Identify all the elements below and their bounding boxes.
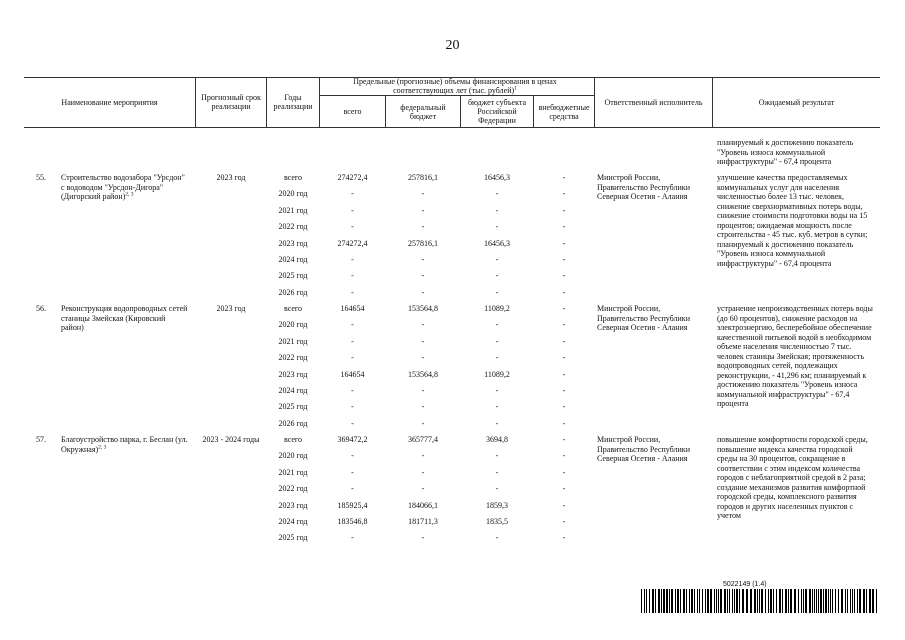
funding-cell-regional: - xyxy=(495,418,499,428)
barcode-bar xyxy=(779,589,781,613)
header-finance-title: Предельные (прогнозные) объемы финансирования в ценах соответствующих лет (тыс. рублей) xyxy=(353,77,557,95)
barcode-bar xyxy=(714,589,715,613)
barcode-bar xyxy=(770,589,772,613)
funding-cell-total: - xyxy=(351,418,354,428)
funding-cell-federal: - xyxy=(421,189,425,199)
funding-cell-federal: - xyxy=(421,533,425,543)
funding-cell-off: - xyxy=(562,353,566,363)
funding-cell-federal: - xyxy=(421,205,425,215)
funding-cell-regional: - xyxy=(495,255,499,264)
barcode-bar xyxy=(707,589,709,613)
funding-cell-federal: - xyxy=(421,484,425,494)
funding-cell-total: - xyxy=(351,320,354,330)
funding-cell-regional: 11089,2 xyxy=(484,304,510,313)
funding-cell-year: 2020 год xyxy=(278,320,308,330)
funding-cell-year: всего xyxy=(283,304,302,313)
funding-cell-off: - xyxy=(562,533,566,543)
barcode-bar xyxy=(729,589,730,613)
funding-cell-total: - xyxy=(351,336,354,346)
barcode-bar xyxy=(649,589,650,613)
header-name: Наименование мероприятия xyxy=(61,97,158,107)
funding-cell-federal: - xyxy=(421,467,425,477)
funding-cell-year: 2021 год xyxy=(278,336,308,346)
funding-cell-regional: 11089,2 xyxy=(484,369,510,379)
barcode-bar xyxy=(759,589,760,613)
header-regional: бюджет субъекта Российской Федерации xyxy=(467,98,526,125)
barcode-bar xyxy=(859,589,861,613)
funding-cell-regional: 16456,3 xyxy=(484,238,510,248)
funding-cell-year: 2025 год xyxy=(278,271,308,281)
funding-cell-year: 2022 год xyxy=(278,484,308,494)
barcode-bar xyxy=(727,589,728,613)
funding-cell-federal: - xyxy=(421,336,425,346)
barcode-bar xyxy=(699,589,700,613)
header-federal: федеральный бюджет xyxy=(400,102,446,121)
funding-cell-year: 2024 год xyxy=(278,255,308,264)
barcode-bar xyxy=(818,589,819,613)
funding-cell-regional: - xyxy=(495,287,499,297)
funding-cell-off: - xyxy=(562,435,566,444)
funding-cell-year: всего xyxy=(283,435,302,444)
item-number: 55. xyxy=(36,173,46,182)
barcode-bar xyxy=(686,589,687,613)
funding-cell-federal: 181711,3 xyxy=(408,517,438,526)
funding-cell-federal: - xyxy=(421,287,425,297)
funding-cell-regional: - xyxy=(495,402,499,412)
funding-cell-year: 2021 год xyxy=(278,205,308,215)
funding-cell-total: - xyxy=(351,467,354,477)
funding-cell-total: - xyxy=(351,189,354,199)
header-executor: Ответственный исполнитель xyxy=(604,97,703,107)
carryover-result: планируемый к достижению показатель "Уровень износа коммунальной инфраструктуры" - 67,4 процента xyxy=(717,138,854,166)
barcode-bar xyxy=(869,589,871,613)
funding-cell-off: - xyxy=(562,467,566,477)
barcode-bar xyxy=(694,589,695,613)
funding-cell-regional: - xyxy=(495,353,499,363)
funding-cell-federal: - xyxy=(421,418,425,428)
item-term: 2023 год xyxy=(216,173,246,182)
funding-cell-regional: - xyxy=(495,533,499,543)
funding-cell-year: 2024 год xyxy=(278,386,308,395)
item-number: 56. xyxy=(36,304,46,313)
barcode-bar xyxy=(641,589,642,613)
funding-cell-regional: - xyxy=(495,222,499,232)
funding-cell-total: 274272,4 xyxy=(337,173,368,182)
funding-cell-year: 2026 год xyxy=(278,418,308,428)
barcode-bar xyxy=(809,589,811,613)
barcode-bar xyxy=(646,589,647,613)
funding-cell-total: - xyxy=(351,402,354,412)
funding-cell-year: 2021 год xyxy=(278,467,308,477)
item-executor: Минстрой России, Правительство Республики Северная Осетия - Алания xyxy=(597,173,690,201)
funding-cell-total: - xyxy=(351,484,354,494)
barcode-bar xyxy=(644,589,645,613)
barcode-bar xyxy=(705,589,706,613)
barcode-bar xyxy=(866,589,867,613)
barcode-bar xyxy=(761,589,763,613)
barcode-bar xyxy=(835,589,836,613)
funding-cell-off: - xyxy=(562,500,566,510)
barcode-bar xyxy=(790,589,792,613)
col-divider xyxy=(385,95,386,127)
barcode-bar xyxy=(838,589,839,613)
funding-cell-total: - xyxy=(351,287,354,297)
funding-cell-off: - xyxy=(562,189,566,199)
barcode-bar xyxy=(739,589,740,613)
funding-cell-federal: - xyxy=(421,255,425,264)
barcode-bar xyxy=(742,589,744,613)
barcode-bar xyxy=(666,589,668,613)
barcode-bar xyxy=(828,589,829,613)
barcode-bar xyxy=(652,589,654,613)
funding-cell-off: - xyxy=(562,255,566,264)
funding-cell-year: 2020 год xyxy=(278,189,308,199)
barcode-bar xyxy=(832,589,833,613)
funding-cell-off: - xyxy=(562,205,566,215)
barcode-bar xyxy=(750,589,752,613)
funding-cell-regional: 16456,3 xyxy=(484,173,510,182)
barcode-bar xyxy=(768,589,769,613)
funding-cell-total: - xyxy=(351,255,354,264)
barcode-bar xyxy=(661,589,662,613)
funding-cell-regional: - xyxy=(495,336,499,346)
barcode-bar xyxy=(816,589,817,613)
item-name-text: Строительство водозабора "Урсдон" с водоводом "Урсдон-Дигора" (Дигорский район) xyxy=(61,173,185,201)
funding-cell-off: - xyxy=(562,271,566,281)
barcode-bar xyxy=(798,589,799,613)
funding-cell-year: 2024 год xyxy=(278,517,308,526)
barcode-bar xyxy=(876,589,877,613)
barcode-bar xyxy=(765,589,766,613)
funding-cell-off: - xyxy=(562,222,566,232)
barcode-bar xyxy=(872,589,874,613)
barcode-bar xyxy=(663,589,665,613)
funding-cell-total: 369472,2 xyxy=(337,435,368,444)
item-term: 2023 год xyxy=(216,304,246,313)
funding-cell-off: - xyxy=(562,517,566,526)
funding-cell-off: - xyxy=(562,304,566,313)
barcode-bar xyxy=(655,589,656,613)
barcode-bar xyxy=(788,589,789,613)
funding-cell-total: 183546,8 xyxy=(337,517,368,526)
barcode-bar xyxy=(710,589,712,613)
funding-cell-total: 274272,4 xyxy=(337,238,368,248)
funding-cell-federal: 153564,8 xyxy=(408,369,438,379)
barcode-bar xyxy=(847,589,848,613)
barcode-bar xyxy=(691,589,693,613)
barcode-bar xyxy=(734,589,735,613)
funding-cell-federal: 257816,1 xyxy=(408,238,438,248)
funding-cell-total: 164654 xyxy=(340,369,365,379)
funding-cell-off: - xyxy=(562,451,566,461)
funding-cell-year: 2023 год xyxy=(278,369,308,379)
barcode-bar xyxy=(718,589,719,613)
barcode-bar xyxy=(820,589,822,613)
header-total: всего xyxy=(343,107,362,116)
barcode-bar xyxy=(724,589,726,613)
item-executor: Минстрой России, Правительство Республики Северная Осетия - Алания xyxy=(597,435,690,463)
header-finance xyxy=(330,77,580,95)
barcode-bar xyxy=(746,589,748,613)
barcode-bar xyxy=(732,589,733,613)
barcode-bar xyxy=(841,589,843,613)
item-name xyxy=(61,173,189,202)
funding-cell-federal: 257816,1 xyxy=(408,173,438,182)
barcode-bar xyxy=(854,589,855,613)
barcode-bar xyxy=(773,589,774,613)
item-name xyxy=(61,435,189,454)
funding-cell-federal: 184066,1 xyxy=(408,500,438,510)
funding-cell-federal: 365777,4 xyxy=(408,435,438,444)
funding-cell-total: 185925,4 xyxy=(337,500,368,510)
funding-cell-regional: - xyxy=(495,386,499,395)
item-name-footnote: 2, 3 xyxy=(98,443,107,450)
funding-cell-off: - xyxy=(562,336,566,346)
funding-cell-off: - xyxy=(562,238,566,248)
barcode-bar xyxy=(689,589,690,613)
funding-cell-off: - xyxy=(562,287,566,297)
funding-cell-total: - xyxy=(351,386,354,395)
barcode-bar xyxy=(805,589,807,613)
funding-cell-federal: - xyxy=(421,222,425,232)
funding-cell-total: - xyxy=(351,271,354,281)
barcode-bar xyxy=(812,589,813,613)
barcode-bar xyxy=(658,589,660,613)
barcode-bar xyxy=(863,589,865,613)
funding-cell-regional: 1859,3 xyxy=(486,500,508,510)
funding-cell-federal: - xyxy=(421,320,425,330)
item-result: устранение непроизводственных потерь воды (до 60 процентов), снижение расходов на электроэнергию, бесперебойное обеспечение качественной питьевой водой в необходимом объеме населения численностью 7 тыс. человек станицы Змейская; протяженность водопроводных сетей, подлежащих реконструкции, - 41,296 км; планируемый к достижению показатель "Уровень износа коммунальной инфраструктуры" - 67,4 процента xyxy=(717,304,873,408)
funding-cell-regional: - xyxy=(495,205,499,215)
header-result: Ожидаемый результат xyxy=(758,97,835,107)
funding-cell-year: 2022 год xyxy=(278,222,308,232)
funding-cell-year: 2022 год xyxy=(278,353,308,363)
item-result: повышение комфортности городской среды, повышение индекса качества городской среды на 30 процентов, сокращение в соответствии с этим индексом количества городов с неблагоприятной средой в 2 раза; создание механизмов развития комфортной городской среды, комплексного развития городов и других населенных пунктов с учетом xyxy=(717,435,868,520)
item-number: 57. xyxy=(36,435,46,444)
funding-cell-federal: - xyxy=(421,353,425,363)
barcode-bar xyxy=(785,589,787,613)
funding-cell-year: 2025 год xyxy=(278,533,308,543)
barcode-bar xyxy=(702,589,703,613)
funding-cell-total: 164654 xyxy=(340,304,365,313)
funding-cell-off: - xyxy=(562,320,566,330)
item-name-text: Благоустройство парка, г. Беслан (ул. Окружная) xyxy=(61,435,188,454)
item-executor: Минстрой России, Правительство Республики Северная Осетия - Алания xyxy=(597,304,690,332)
funding-cell-year: 2026 год xyxy=(278,287,308,297)
funding-cell-off: - xyxy=(562,386,566,395)
funding-cell-federal: - xyxy=(421,386,425,395)
barcode-bar xyxy=(830,589,831,613)
funding-cell-regional: - xyxy=(495,189,499,199)
barcode-bar xyxy=(720,589,722,613)
item-result: улучшение качества предоставляемых коммунальных услуг для населения численностью более 13 тыс. человек, снижение сверхнормативных потерь воды, снижение стоимости подготовки воды на 15 процентов; ожидаемая мощность после строительства - 45 тыс. куб. метров в сутки; планируемый к достижению показатель "Уровень износа коммунальной инфраструктуры" - 67,4 процента xyxy=(717,173,868,268)
barcode-bar xyxy=(803,589,804,613)
barcode-number: 5022149 (1.4) xyxy=(723,581,767,588)
funding-cell-year: 2023 год xyxy=(278,238,308,248)
funding-cell-year: 2023 год xyxy=(278,500,308,510)
item-name-text: Реконструкция водопроводных сетей станицы Змейская (Кировский район) xyxy=(61,304,188,332)
barcode-bar xyxy=(677,589,679,613)
funding-cell-total: - xyxy=(351,205,354,215)
barcode-bar xyxy=(754,589,756,613)
funding-cell-off: - xyxy=(562,402,566,412)
header-offbudget: внебюджетные средства xyxy=(538,102,590,121)
barcode-bar xyxy=(814,589,815,613)
funding-cell-regional: - xyxy=(495,320,499,330)
barcode-bar xyxy=(782,589,783,613)
barcode-bar xyxy=(757,589,758,613)
funding-cell-total: - xyxy=(351,353,354,363)
funding-cell-regional: 3694,8 xyxy=(486,435,508,444)
funding-cell-regional: 1835,5 xyxy=(486,517,508,526)
funding-cell-off: - xyxy=(562,369,566,379)
barcode-bar xyxy=(850,589,851,613)
funding-cell-off: - xyxy=(562,418,566,428)
funding-cell-total: - xyxy=(351,533,354,543)
barcode-bar xyxy=(794,589,796,613)
barcode-bar xyxy=(823,589,824,613)
barcode-bar xyxy=(675,589,676,613)
funding-cell-total: - xyxy=(351,451,354,461)
header-finance-sup: 1 xyxy=(514,85,517,92)
item-name xyxy=(61,304,189,333)
funding-cell-year: 2020 год xyxy=(278,451,308,461)
barcode-bar xyxy=(683,589,685,613)
header-term: Прогнозный срок реализации xyxy=(201,93,261,111)
barcode-bar xyxy=(825,589,827,613)
page-number: 20 xyxy=(445,38,460,53)
funding-cell-year: 2025 год xyxy=(278,402,308,412)
funding-cell-off: - xyxy=(562,484,566,494)
item-name-footnote: 2, 3 xyxy=(125,191,134,198)
barcode-bar xyxy=(857,589,858,613)
funding-cell-federal: - xyxy=(421,451,425,461)
barcode-bar xyxy=(801,589,802,613)
barcode-image xyxy=(641,589,879,613)
barcode-bar xyxy=(776,589,777,613)
item-term: 2023 - 2024 годы xyxy=(202,435,260,444)
funding-cell-federal: - xyxy=(421,271,425,281)
barcode-bar xyxy=(669,589,670,613)
funding-cell-regional: - xyxy=(495,271,499,281)
funding-cell-federal: - xyxy=(421,402,425,412)
barcode-bar xyxy=(697,589,698,613)
funding-cell-off: - xyxy=(562,173,566,182)
funding-cell-year: всего xyxy=(283,173,302,182)
funding-cell-federal: 153564,8 xyxy=(408,304,438,313)
barcode-bar xyxy=(671,589,673,613)
funding-cell-regional: - xyxy=(495,451,499,461)
barcode-bar xyxy=(716,589,717,613)
funding-cell-total: - xyxy=(351,222,354,232)
funding-cell-regional: - xyxy=(495,467,499,477)
header-bottom-border xyxy=(24,127,880,128)
barcode-bar xyxy=(736,589,738,613)
barcode-bar xyxy=(680,589,681,613)
header-years: Годы реализации xyxy=(273,93,313,111)
funding-cell-regional: - xyxy=(495,484,499,494)
barcode-bar xyxy=(852,589,853,613)
barcode-bar xyxy=(845,589,846,613)
